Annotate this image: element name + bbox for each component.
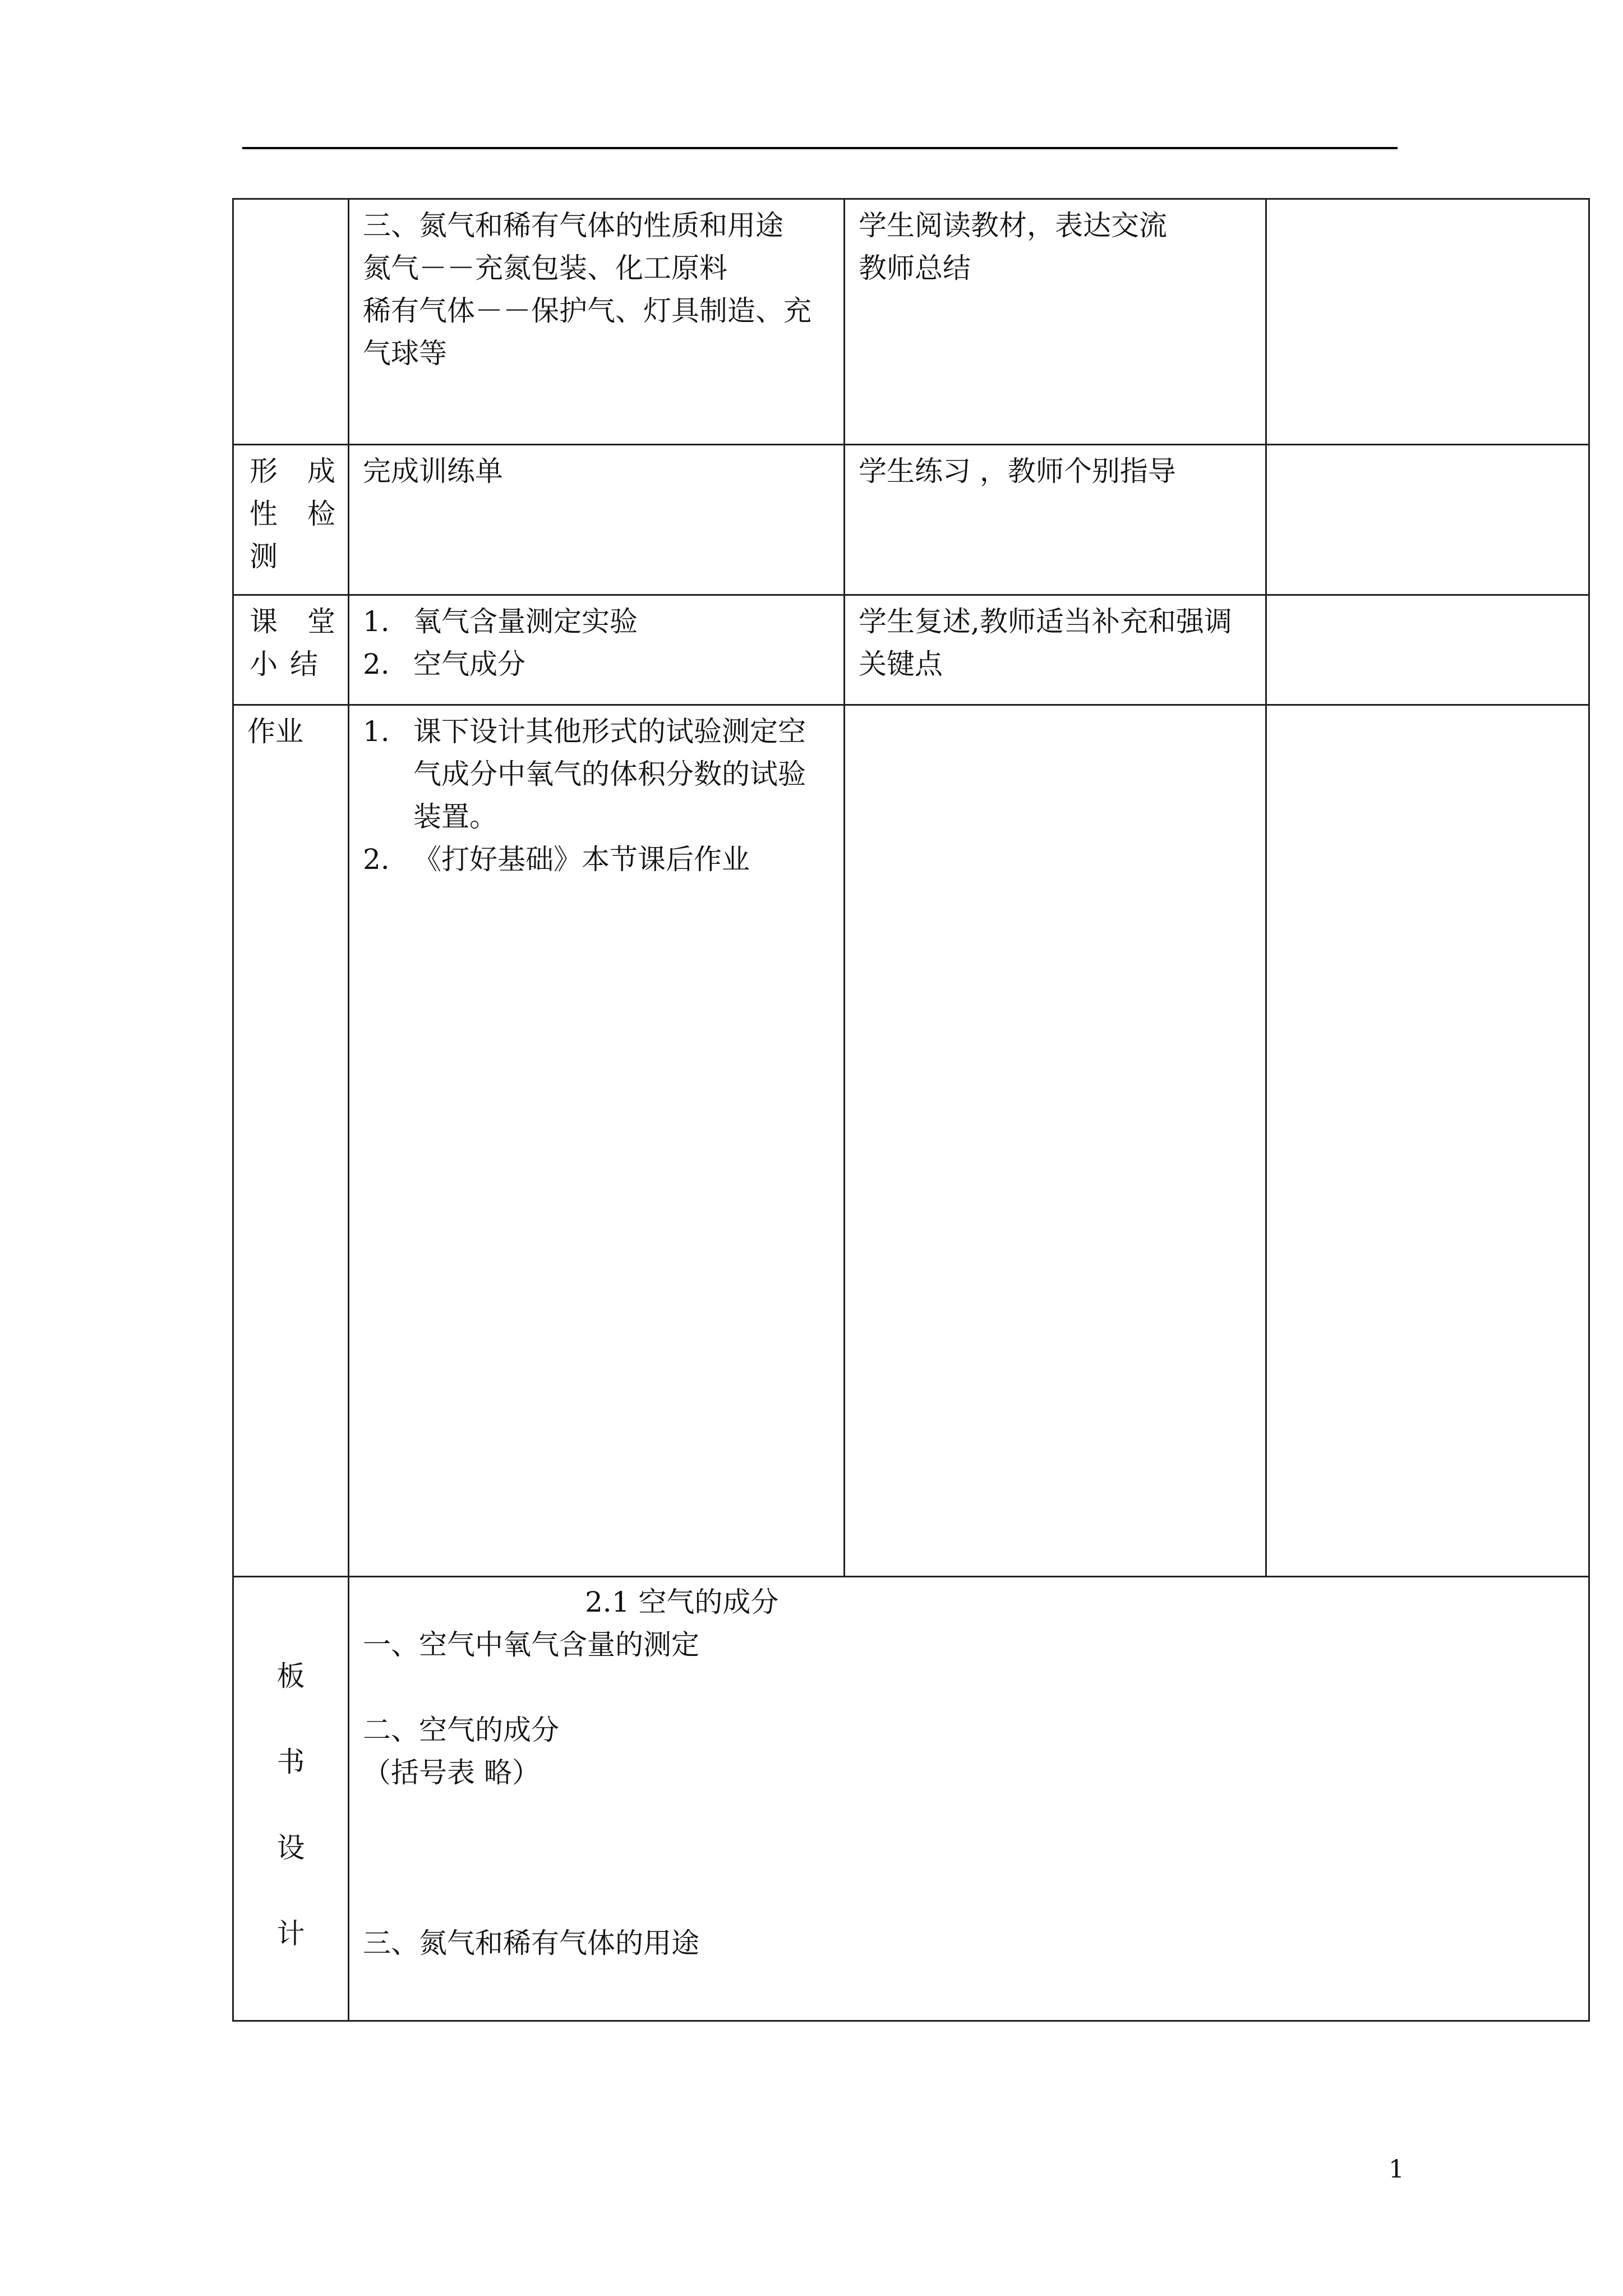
list-item: 2. 《打好基础》本节课后作业 — [363, 843, 750, 876]
row3-notes-cell — [1266, 595, 1589, 705]
activity-line: 教师总结 — [859, 252, 971, 284]
row4-notes-cell — [1266, 705, 1589, 1577]
activity-line: 关键点 — [859, 648, 943, 680]
board-line: 一、空气中氧气含量的测定 — [363, 1628, 699, 1661]
list-item: 2. 空气成分 — [363, 648, 525, 680]
table-row — [233, 595, 1589, 705]
row1-label-cell — [233, 199, 349, 445]
row2-content-cell — [349, 445, 845, 595]
board-title: 2.1 空气的成分 — [585, 1586, 779, 1618]
row1-activity-cell — [845, 199, 1266, 445]
row2-activity-cell — [845, 445, 1266, 595]
content-line: 三、氮气和稀有气体的性质和用途 — [363, 209, 783, 242]
list-item: 1. 课下设计其他形式的试验测定空 气成分中氧气的体积分数的试验 装置。 — [363, 715, 806, 833]
board-line: （括号表 略） — [363, 1756, 540, 1789]
board-label-char: 板 — [276, 1660, 305, 1692]
content-line: 完成训练单 — [363, 455, 503, 487]
table-row — [233, 1577, 1589, 2021]
page-number: 1 — [1389, 2155, 1404, 2184]
content-line: 气球等 — [363, 337, 447, 370]
row4-content-cell — [349, 705, 845, 1577]
row3-label-cell: 课 堂 小 结 — [233, 595, 349, 705]
row3-content-cell — [349, 595, 845, 705]
header-rule — [242, 147, 1398, 149]
row1-notes-cell — [1266, 199, 1589, 445]
row3-activity-cell — [845, 595, 1266, 705]
activity-line: 学生阅读教材，表达交流 — [859, 209, 1167, 242]
row2-label-cell: 形 成 性 检 测 — [233, 445, 349, 595]
board-label-char: 设 — [276, 1832, 305, 1864]
board-label-char: 计 — [276, 1917, 305, 1950]
table-row — [233, 705, 1589, 1577]
board-line: 三、氮气和稀有气体的用途 — [363, 1927, 699, 1959]
homework-label: 作业 — [247, 715, 303, 748]
content-line: 氮气－－充氮包装、化工原料 — [363, 252, 727, 284]
activity-line: 学生练习 ，教师个别指导 — [859, 455, 1176, 487]
row1-content-cell — [349, 199, 845, 445]
content-line: 稀有气体－－保护气、灯具制造、充 — [363, 295, 811, 327]
board-content-cell — [349, 1577, 1589, 2021]
list-item: 1. 氧气含量测定实验 — [363, 605, 638, 638]
board-label-cell — [233, 1577, 349, 2021]
table-row — [233, 199, 1589, 445]
row4-activity-cell — [845, 705, 1266, 1577]
activity-line: 学生复述,教师适当补充和强调 — [859, 605, 1232, 638]
board-label-char: 书 — [276, 1746, 305, 1778]
row2-notes-cell — [1266, 445, 1589, 595]
lesson-plan-table — [232, 198, 1590, 2022]
table-row — [233, 445, 1589, 595]
row4-label-cell — [233, 705, 349, 1577]
board-line: 二、空气的成分 — [363, 1714, 559, 1746]
